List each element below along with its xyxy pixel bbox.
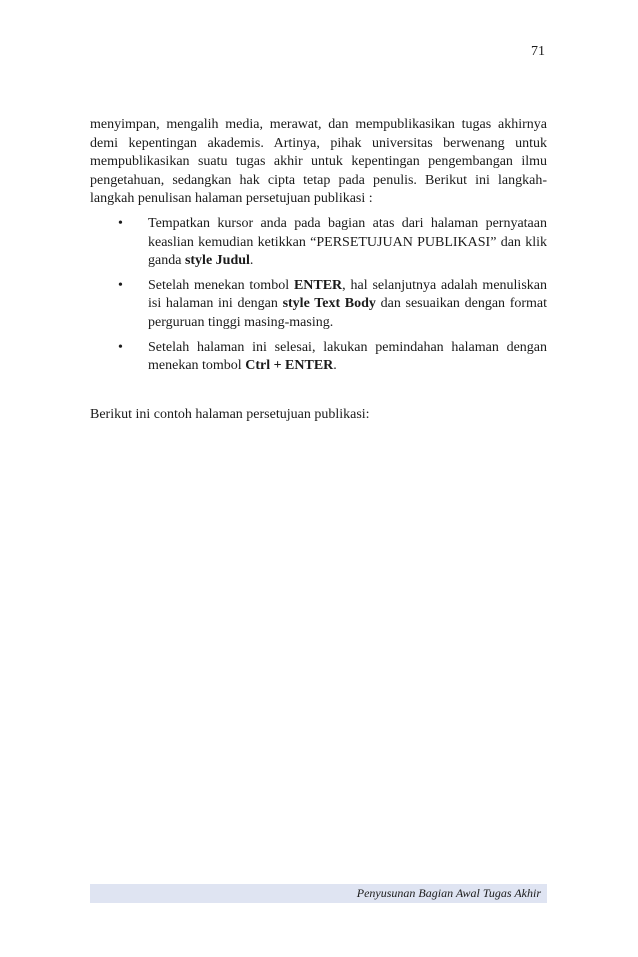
page-content [90, 116, 547, 424]
page-number: 71 [531, 44, 545, 59]
page-footer: Penyusunan Bagian Awal Tugas Akhir [90, 884, 547, 903]
bullet-icon: • [118, 215, 123, 231]
bullet-icon: • [118, 277, 123, 293]
step-text: . [249, 253, 254, 269]
list-item [90, 215, 547, 271]
step-text: Setelah menekan tombol [148, 277, 294, 293]
step-text: . [333, 358, 337, 374]
list-item [90, 339, 547, 376]
steps-list [90, 215, 547, 376]
closing-paragraph: Berikut ini contoh halaman persetujuan publikasi: [90, 406, 370, 422]
bullet-icon: • [118, 339, 123, 355]
step-bold-text: style Text Body [282, 296, 376, 312]
step-text: Setelah halaman ini selesai, lakukan pemindahan halaman dengan menekan tombol [148, 339, 547, 374]
step-text: dan sesuaikan dengan format perguruan tinggi masing-masing. [148, 296, 548, 330]
list-item [90, 277, 547, 333]
step-bold-text: Ctrl + ENTER [245, 358, 334, 374]
intro-paragraph: menyimpan, mengalih media, merawat, dan mempublikasikan tugas akhirnya demi kepentingan akademis. Artinya, pihak universitas berwenang untuk mempublikasikan suatu tugas akhir untuk kepentingan pengembangan ilmu pengetahuan, sedangkan hak cipta tetap pada penulis. Berikut ini langkah-langkah penulisan halaman persetujuan publikasi : [90, 117, 547, 207]
step-bold-text: ENTER [293, 277, 343, 293]
step-bold-text: style Judul [184, 253, 250, 269]
step-text: , hal selanjutnya adalah menuliskan isi halaman ini dengan [148, 277, 547, 312]
step-text: Tempatkan kursor anda pada bagian atas dari halaman pernyataan keaslian kemudian ketikkan “PERSETUJUAN PUBLIKASI” dan klik ganda [148, 215, 547, 269]
